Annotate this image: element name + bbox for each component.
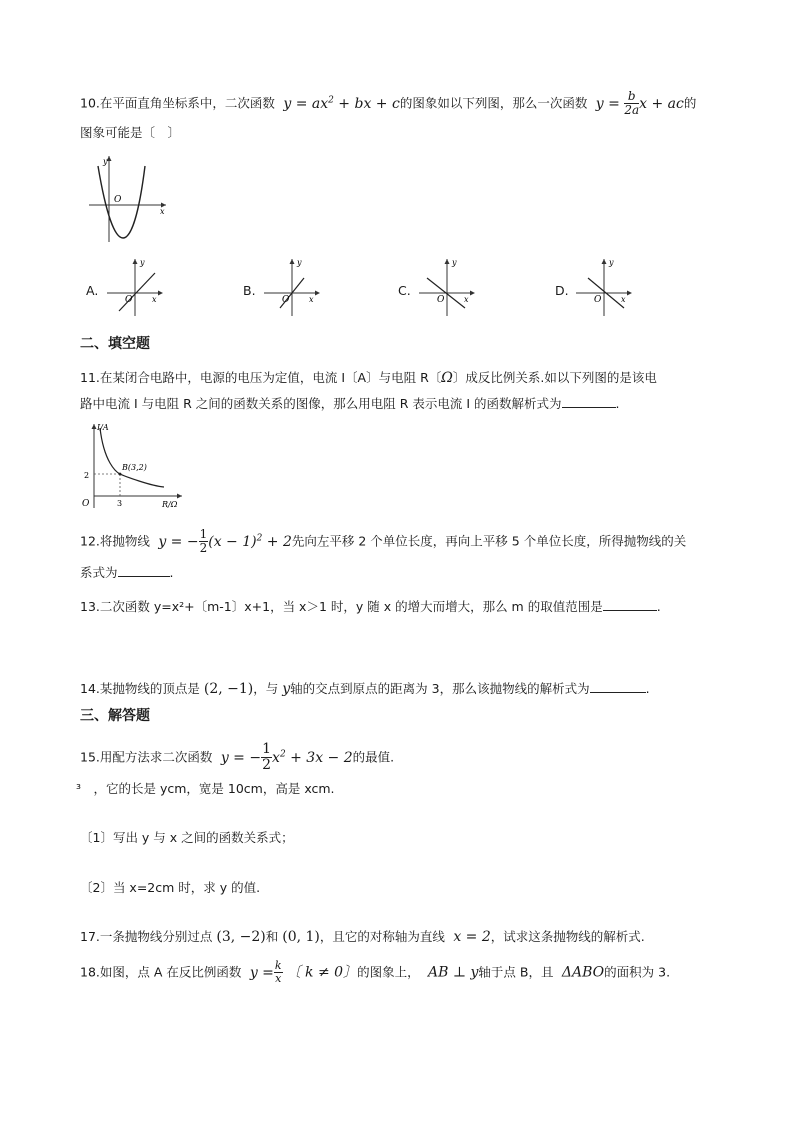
- q10-c-origin: O: [437, 295, 445, 305]
- q11-graph-ylabel: I/A: [97, 423, 109, 432]
- q10-text-2: 的图象如以下列图，那么一次函数: [399, 95, 588, 111]
- q11-text-1b: 〕成反比例关系.如以下列图的是该电: [452, 370, 657, 385]
- q14-period: .: [645, 681, 650, 696]
- q11-text-2: 路中电流 I 与电阻 R 之间的函数关系的图像，那么用电阻 R 表示电流 I 的函数解析式为: [80, 396, 562, 411]
- q10-c-x-label: x: [464, 295, 469, 304]
- q13-line: [80, 597, 661, 615]
- q11-answer-blank[interactable]: [562, 395, 616, 408]
- q15-text-2: 的最值.: [352, 749, 395, 765]
- q10-graph-y-label: y: [103, 157, 108, 166]
- q18-text-2: 的图象上，: [357, 964, 420, 980]
- q14-line: [80, 679, 650, 697]
- q11-inverse-graph: [76, 420, 188, 512]
- q11-graph-origin: O: [82, 499, 90, 509]
- q17-text-3: ，且它的对称轴为直线: [319, 929, 445, 944]
- q10-parabola-graph: [86, 152, 170, 244]
- q10-a-origin: O: [125, 295, 133, 305]
- q10-option-a-graph: [105, 256, 167, 318]
- q18-text-4: 的面积为 3.: [604, 964, 671, 980]
- q17-text-1: 17.一条抛物线分别过点: [80, 929, 213, 944]
- q16-part2: 〔2〕当 x=2cm 时，求 y 的值.: [80, 880, 261, 895]
- section-3-heading: 三、解答题: [80, 708, 150, 724]
- q10-graph-origin: O: [114, 195, 122, 205]
- q17-point-1: (3, −2): [216, 929, 266, 945]
- q12-parabola-formula: y = − $\frac{1}{2}$ $(x - 1)^2 + 2$: [153, 527, 292, 555]
- q16-line1: ³ ，它的长是 ycm，宽是 10cm，高是 xcm.: [76, 781, 335, 796]
- q10-option-a-label: A.: [86, 283, 99, 298]
- q10-line1: [80, 90, 696, 117]
- q10-line2: 图象可能是〔 〕: [80, 125, 181, 140]
- q10-text-1: 在平面直角坐标系中，二次函数: [99, 95, 275, 111]
- q13-answer-blank[interactable]: [603, 598, 657, 611]
- q10-option-c-label: C.: [398, 283, 411, 298]
- q18-triangle: ΔABO: [557, 964, 605, 981]
- q12-period: .: [169, 565, 174, 580]
- q11-period: .: [615, 396, 620, 411]
- q18-perpendicular: AB ⊥ y: [423, 964, 479, 981]
- q10-quadratic-formula: $y = ax^2$ + bx + c: [278, 94, 400, 112]
- q10-text-3: 的: [683, 95, 697, 111]
- q15-text-1: 15.用配方法求二次函数: [80, 749, 213, 765]
- q10-d-y-label: y: [609, 258, 614, 267]
- q10-number: 10.: [80, 95, 100, 111]
- q12-line1: [80, 528, 686, 555]
- q17-axis-line: x = 2: [448, 929, 491, 945]
- q10-option-b-graph: [262, 256, 324, 318]
- q11-graph-ytick: 2: [84, 471, 90, 480]
- q14-vertex: (2, −1): [203, 681, 254, 697]
- section-2-heading: 二、填空题: [80, 336, 150, 352]
- q13-period: .: [656, 599, 661, 614]
- q12-text-3: 系式为: [80, 565, 118, 580]
- q12-text-1: 12.将抛物线: [80, 533, 150, 549]
- q14-text-3: 轴的交点到原点的距离为 3，那么该抛物线的解析式为: [290, 681, 590, 696]
- q17-point-2: (0, 1): [282, 929, 320, 945]
- q11-line1: [80, 368, 657, 386]
- q10-c-y-label: y: [452, 258, 457, 267]
- q10-a-y-label: y: [140, 258, 145, 267]
- q14-text-2: ，与: [253, 681, 279, 696]
- q10-d-x-label: x: [621, 295, 626, 304]
- q14-y-axis: y: [282, 681, 291, 697]
- q12-text-2: 先向左平移 2 个单位长度，再向上平移 5 个单位长度，所得抛物线的关: [291, 533, 687, 549]
- q15-line: [80, 742, 394, 773]
- q10-option-d-label: D.: [555, 283, 569, 298]
- q18-text-1: 18.如图，点 A 在反比例函数: [80, 964, 242, 980]
- q10-d-origin: O: [594, 295, 602, 305]
- q11-graph-xtick: 3: [117, 499, 123, 508]
- q12-answer-blank[interactable]: [118, 564, 170, 577]
- q15-formula: y = − $\frac{1}{2}$ $x^2 + 3x - 2$: [216, 741, 353, 773]
- q10-b-y-label: y: [297, 258, 302, 267]
- q18-condition: 〔 k ≠ 0〕: [286, 964, 358, 981]
- q17-text-2: 和: [265, 929, 279, 944]
- q16-part1: 〔1〕写出 y 与 x 之间的函数关系式；: [80, 830, 294, 845]
- q11-omega: Ω: [441, 370, 453, 386]
- q14-text-1: 14.某抛物线的顶点是: [80, 681, 200, 696]
- q10-linear-formula: y = $\frac{b}{2a}$ x + ac: [591, 89, 684, 117]
- q17-line: [80, 927, 645, 945]
- q11-line2: [80, 394, 620, 412]
- q12-line2: [80, 563, 174, 581]
- q17-text-4: ，试求这条抛物线的解析式.: [490, 929, 645, 944]
- q10-b-origin: O: [282, 295, 290, 305]
- q18-line: [80, 960, 670, 985]
- q18-text-3: 轴于点 B，且: [478, 964, 554, 980]
- q10-a-x-label: x: [152, 295, 157, 304]
- q11-graph-xlabel: R/Ω: [162, 500, 178, 509]
- q18-function: y = $\frac{k}{x}$: [245, 959, 282, 985]
- q11-graph-point-label: B(3,2): [122, 463, 147, 472]
- q14-answer-blank[interactable]: [590, 680, 646, 693]
- q10-option-d-graph: [574, 256, 636, 318]
- q13-text: 13.二次函数 y=x²+〔m-1〕x+1，当 x＞1 时，y 随 x 的增大而增大，那么 m 的取值范围是: [80, 599, 603, 614]
- q10-option-b-label: B.: [243, 283, 256, 298]
- q10-b-x-label: x: [309, 295, 314, 304]
- q10-graph-x-label: x: [160, 207, 165, 216]
- q11-text-1: 11.在某闭合电路中，电源的电压为定值，电流 I〔A〕与电阻 R〔: [80, 370, 442, 385]
- q10-option-c-graph: [417, 256, 479, 318]
